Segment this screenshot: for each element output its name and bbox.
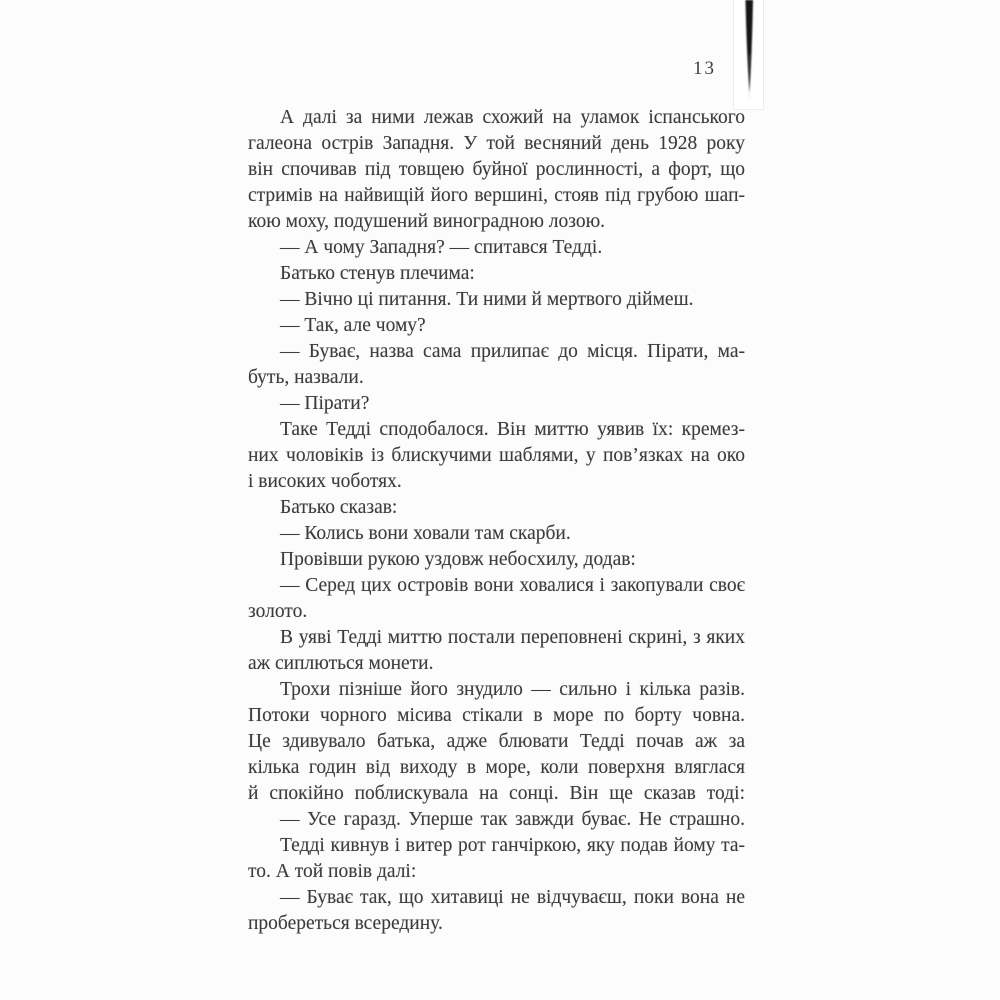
text-line: золото. bbox=[248, 601, 308, 622]
text-line: і високих чоботях. bbox=[248, 471, 402, 492]
text-line: — Пірати? bbox=[280, 393, 370, 414]
text-line: стримів на найвищій його вершині, стояв під грубою шап- bbox=[248, 185, 745, 206]
text-line: галеона острів Западня. У той весняний день 1928 року bbox=[248, 133, 745, 154]
text-line: аж сиплються монети. bbox=[248, 653, 434, 674]
text-line: й спокійно поблискувала на сонці. Він ще сказав тоді: bbox=[248, 783, 745, 804]
text-line: Трохи пізніше його знудило — сильно і кілька разів. bbox=[280, 679, 745, 700]
text-line: кілька годин від виходу в море, коли поверхня вляглася bbox=[248, 757, 745, 778]
text-line: Тедді кивнув і витер рот ганчіркою, яку подав йому та- bbox=[280, 835, 745, 856]
text-line: — Серед цих островів вони ховалися і закопували своє bbox=[280, 575, 745, 596]
text-line: — Буває так, що хитавиці не відчуваєш, поки вона не bbox=[280, 887, 745, 908]
text-line: Таке Тедді сподобалося. Він миттю уявив їх: кремез- bbox=[280, 419, 745, 440]
text-line: кою моху, подушений виноградною лозою. bbox=[248, 211, 606, 232]
text-line: — Так, але чому? bbox=[280, 315, 426, 336]
text-line: він спочивав під товщею буйної рослинності, а форт, що bbox=[248, 159, 745, 180]
text-line: — Усе гаразд. Уперше так завжди буває. Не страшно. bbox=[280, 809, 745, 830]
ink-mark bbox=[733, 0, 764, 110]
text-line: — А чому Западня? — спитався Тедді. bbox=[280, 237, 603, 258]
page-number: 13 bbox=[693, 58, 716, 79]
text-line: Провівши рукою уздовж небосхилу, додав: bbox=[280, 549, 636, 570]
text-line: пробереться всередину. bbox=[248, 913, 443, 934]
text-line: Батько стенув плечима: bbox=[280, 263, 475, 284]
text-line: буть, назвали. bbox=[248, 367, 364, 388]
text-line: — Вічно ці питання. Ти ними й мертвого діймеш. bbox=[280, 289, 694, 310]
text-line: — Буває, назва сама прилипає до місця. Пірати, ма- bbox=[280, 341, 745, 362]
text-line: Потоки чорного місива стікали в море по борту човна. bbox=[248, 705, 745, 726]
text-line: — Колись вони ховали там скарби. bbox=[280, 523, 571, 544]
text-line: А далі за ними лежав схожий на уламок іспанського bbox=[280, 107, 745, 128]
text-line: Батько сказав: bbox=[280, 497, 398, 518]
text-line: Це здивувало батька, адже блювати Тедді почав аж за bbox=[248, 731, 745, 752]
text-line: них чоловіків із блискучими шаблями, у пов’язках на око bbox=[248, 445, 745, 466]
ink-smudge-icon bbox=[734, 0, 763, 109]
text-line: В уяві Тедді миттю постали переповнені скрині, з яких bbox=[280, 627, 745, 648]
text-line: то. А той повів далі: bbox=[248, 861, 417, 882]
text-column bbox=[248, 105, 745, 937]
